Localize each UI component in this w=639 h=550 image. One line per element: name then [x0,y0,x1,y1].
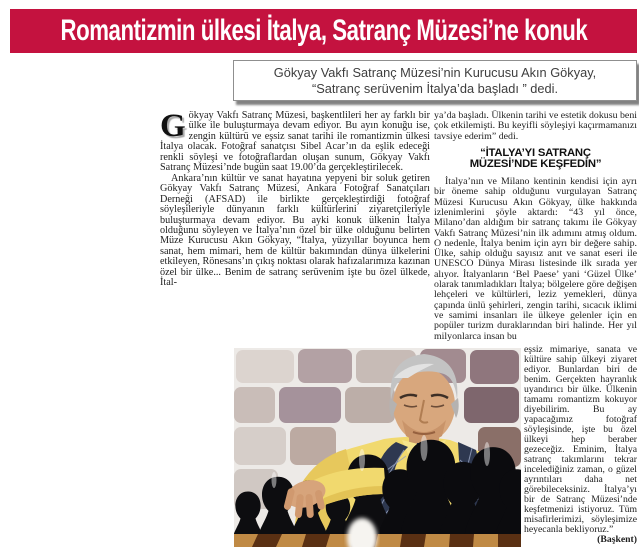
section-heading [434,148,637,171]
chessboard [234,534,521,547]
paragraph-2: Ankara’nın kültür ve sanat hayatına yepyeni bir soluk getiren Gökyay Vakfı Satranç Müzesi, Ankara Fotoğraf Sanatçıları Derneği (AFSAD) ile birlikte gerçekleştirdiği fotoğraf söyleşileriyle dünyanın farklı kültürlerini ziyaretçileriyle buluşturmaya devam ediyor. Bu ayki konuk ülkenin İtalya olduğunu söyleyen ve İtalya’nın özel bir ülke olduğunu belirten Müze Kurucusu Akın Gökyay, “İtalya, yüzyıllar boyunca hem sanat, hem mimari, hem de kültür bakımından dünya ülkelerini etkileyen, Rönesans’ın çıkış noktası olarak hafızalarımıza kazınan özel bir ülke... Benim de satranç serüvenim işte bu özel ülkede, İtal- [160,172,430,289]
subheadline-line2: “Satranç serüvenim İtalya’da başladı ” dedi. [311,80,559,96]
headline-title: Romantizmin ülkesi İtalya, Satranç Müzesi’ne konuk [60,14,587,47]
subheadline-line1: Gökyay Vakfı Satranç Müzesi’nin Kurucusu Akın Gökyay, [273,64,597,80]
paragraph-quote-part2 [524,344,637,545]
body-column-right-upper [434,111,637,342]
paragraph-quote-part1: İtalya’nın ve Milano kentinin kendisi için ayrı bir öneme sahip olduğunu vurgulayan Satranç Müzesi Kurucusu Akın Gökyay, ülke hakkında izlenimlerini şöyle aktardı: “43 yıl önce, Milano’dan aldığım bir satranç takımı ile Gökyay Vakfı Satranç Müzesi’nin ilk adımını atmış oldum. O nedenle, İtalya benim için ayrı bir değere sahip. Ülke, sahip olduğu sayısız anıt ve sanat eseri ile UNESCO Dünya Mirası listesinde ilk sırada yer alıyor. İtalyanların ‘Bel Paese’ yani ‘Güzel Ülke’ olarak tanımladıkları İtalya; bölgelere göre değişen lehçeleri ve kültürleri, leziz yemekleri, dünya çapında ünlü şehirleri, zengin tarihi, sıcacık iklimi ve samimi insanları ile ülkeye gelenler için en popüler turizm duraklarından biri halinde. Her yıl milyonlarca insan bu [434,176,637,342]
paragraph-continuation: ya’da başladı. Ülkenin tarihi ve estetik dokusu beni çok etkilemişti. Bu keyifli söyleşiyi kaçırmamanızı tavsiye ederim” dedi. [434,110,637,142]
paragraph-lead-text: ökyay Vakfı Satranç Müzesi, başkentlileri her ay farklı bir ülke ile buluşturmaya devam ediyor. Bu ayın konuğu ise, zengin kültürü ve eşsiz sanat tarihi ile romantizmin ülkesi İtalya olacak. Fotoğraf sanatçısı Sibel Acar’ın da eşlik edeceği renkli söyleşi ve fotoğraflardan oluşan sunum, Gökyay Vakfı Satranç Müzesi’nde bugün saat 19.00’da gerçekleştirilecek. [160,110,430,174]
paragraph-lead [160,108,430,174]
paragraph-quote-part2-text: eşsiz mimariye, sanata ve kültüre sahip ülkeyi ziyaret ediyor. Bunlardan biri de benim. Gerçekten hayranlık uyandırıcı bir ülke. Ülkenin tamamı romantizm kokuyor diyebilirim. Bu ay yapacağımız fotoğraf söyleşisinde, işte bu özel ülkeyi hep beraber gezeceğiz. Eminim, İtalya satranç takımlarını tekrar incelediğiniz zaman, o güzel ayrıntıları daha net görebileceksiniz. İtalya’yı bir de Satranç Müzesi’nde keşfetmenizi istiyoruz. Tüm misafirlerimizi, söyleşimize heyecanla bekliyoruz.” [524,344,637,535]
body-column-left [160,108,430,289]
drop-cap: G [160,108,186,144]
byline: (Başkent) [597,534,637,545]
chess-player-photo-illustration [234,348,521,547]
section-heading-line1: “İTALYA’YI SATRANÇ [480,146,591,159]
headline-banner [10,9,637,53]
section-heading-line2: MÜZESİ’NDE KEŞFEDİN” [469,158,602,171]
article-photo [234,348,521,547]
subheadline-box [233,60,637,101]
body-column-right-lower [524,345,637,545]
